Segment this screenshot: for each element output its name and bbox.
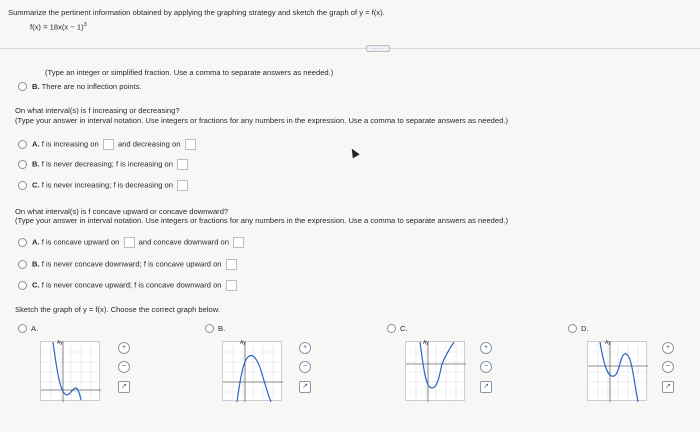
graph-option-d-radio[interactable] [568, 324, 577, 333]
zoom-in-icon[interactable]: + [480, 342, 492, 354]
graph-c-axis-label: Ay [423, 340, 429, 346]
zoom-out-icon[interactable]: − [662, 361, 674, 373]
monotonic-hint: (Type your answer in interval notation. Use integers or fractions for any numbers in the expression. Use a comma to separate answers as needed.) [15, 116, 508, 125]
graph-option-c-radio[interactable] [387, 324, 396, 333]
instruction-text: Summarize the pertinent information obtained by applying the graphing strategy and sketch the graph of y = f(x). [8, 8, 385, 17]
inflection-option-b[interactable]: B. There are no inflection points. [32, 82, 142, 91]
concave-up-only-interval-input[interactable] [226, 259, 237, 270]
function-exponent: 3 [83, 22, 87, 28]
concavity-option-a[interactable]: A. f is concave upward on and concave downward on [32, 237, 246, 248]
function-expression: $f(x) = 18x(x - 1)^3$ [30, 22, 87, 32]
zoom-in-icon[interactable]: + [118, 342, 130, 354]
expand-icon[interactable]: ↗ [299, 381, 311, 393]
concave-down-only-interval-input[interactable] [226, 280, 237, 291]
graph-option-c-label: C. [400, 324, 408, 333]
inflection-hint: (Type an integer or simplified fraction. Use a comma to separate answers as needed.) [45, 68, 334, 77]
concavity-option-c-radio[interactable] [18, 281, 27, 290]
graph-option-c[interactable] [405, 341, 465, 401]
expand-icon[interactable]: ↗ [118, 381, 130, 393]
decreasing-only-interval-input[interactable] [177, 180, 188, 191]
graph-option-b-label: B. [218, 324, 226, 333]
graph-option-b[interactable] [222, 341, 282, 401]
monotonic-option-c-radio[interactable] [18, 181, 27, 190]
sketch-question: Sketch the graph of y = f(x). Choose the correct graph below. [15, 305, 220, 314]
increasing-interval-input[interactable] [103, 139, 114, 150]
concavity-option-c[interactable]: C. f is never concave upward; f is concave downward on [32, 280, 239, 291]
graph-option-b-radio[interactable] [205, 324, 214, 333]
graph-option-d[interactable] [587, 341, 647, 401]
decreasing-interval-input[interactable] [185, 139, 196, 150]
zoom-out-icon[interactable]: − [480, 361, 492, 373]
graph-b-plot [223, 342, 283, 402]
monotonic-question: On what interval(s) is f increasing or decreasing? [15, 106, 180, 115]
concave-up-interval-input[interactable] [124, 237, 135, 248]
increasing-only-interval-input[interactable] [177, 159, 188, 170]
graph-option-d-label: D. [581, 324, 589, 333]
concavity-option-b-radio[interactable] [18, 260, 27, 269]
divider-handle[interactable]: ..... [366, 45, 390, 52]
graph-d-plot [588, 342, 648, 402]
zoom-in-icon[interactable]: + [662, 342, 674, 354]
expand-icon[interactable]: ↗ [480, 381, 492, 393]
graph-option-a-radio[interactable] [18, 324, 27, 333]
graph-a-axis-label: Ay [57, 340, 63, 346]
graph-a-plot [41, 342, 101, 402]
concavity-option-b[interactable]: B. f is never concave downward; f is concave upward on [32, 259, 239, 270]
inflection-option-b-radio[interactable] [18, 82, 27, 91]
monotonic-option-b-radio[interactable] [18, 160, 27, 169]
monotonic-option-c[interactable]: C. f is never increasing; f is decreasing on [32, 180, 190, 191]
zoom-out-icon[interactable]: − [118, 361, 130, 373]
concavity-hint: (Type your answer in interval notation. Use integers or fractions for any numbers in the expression. Use a comma to separate answers as needed.) [15, 216, 508, 225]
concavity-question: On what interval(s) is f concave upward or concave downward? [15, 207, 229, 216]
zoom-in-icon[interactable]: + [299, 342, 311, 354]
graph-d-axis-label: Ay [605, 340, 611, 346]
graph-c-plot [406, 342, 466, 402]
concave-down-interval-input[interactable] [233, 237, 244, 248]
graph-b-axis-label: Ay [240, 340, 246, 346]
expand-icon[interactable]: ↗ [662, 381, 674, 393]
monotonic-option-a-radio[interactable] [18, 140, 27, 149]
monotonic-option-b[interactable]: B. f is never decreasing; f is increasing on [32, 159, 190, 170]
graph-option-a[interactable] [40, 341, 100, 401]
section-divider [0, 48, 700, 49]
zoom-out-icon[interactable]: − [299, 361, 311, 373]
monotonic-option-a[interactable]: A. f is increasing on and decreasing on [32, 139, 198, 150]
graph-option-a-label: A. [31, 324, 39, 333]
concavity-option-a-radio[interactable] [18, 238, 27, 247]
mouse-cursor-icon [348, 147, 359, 159]
